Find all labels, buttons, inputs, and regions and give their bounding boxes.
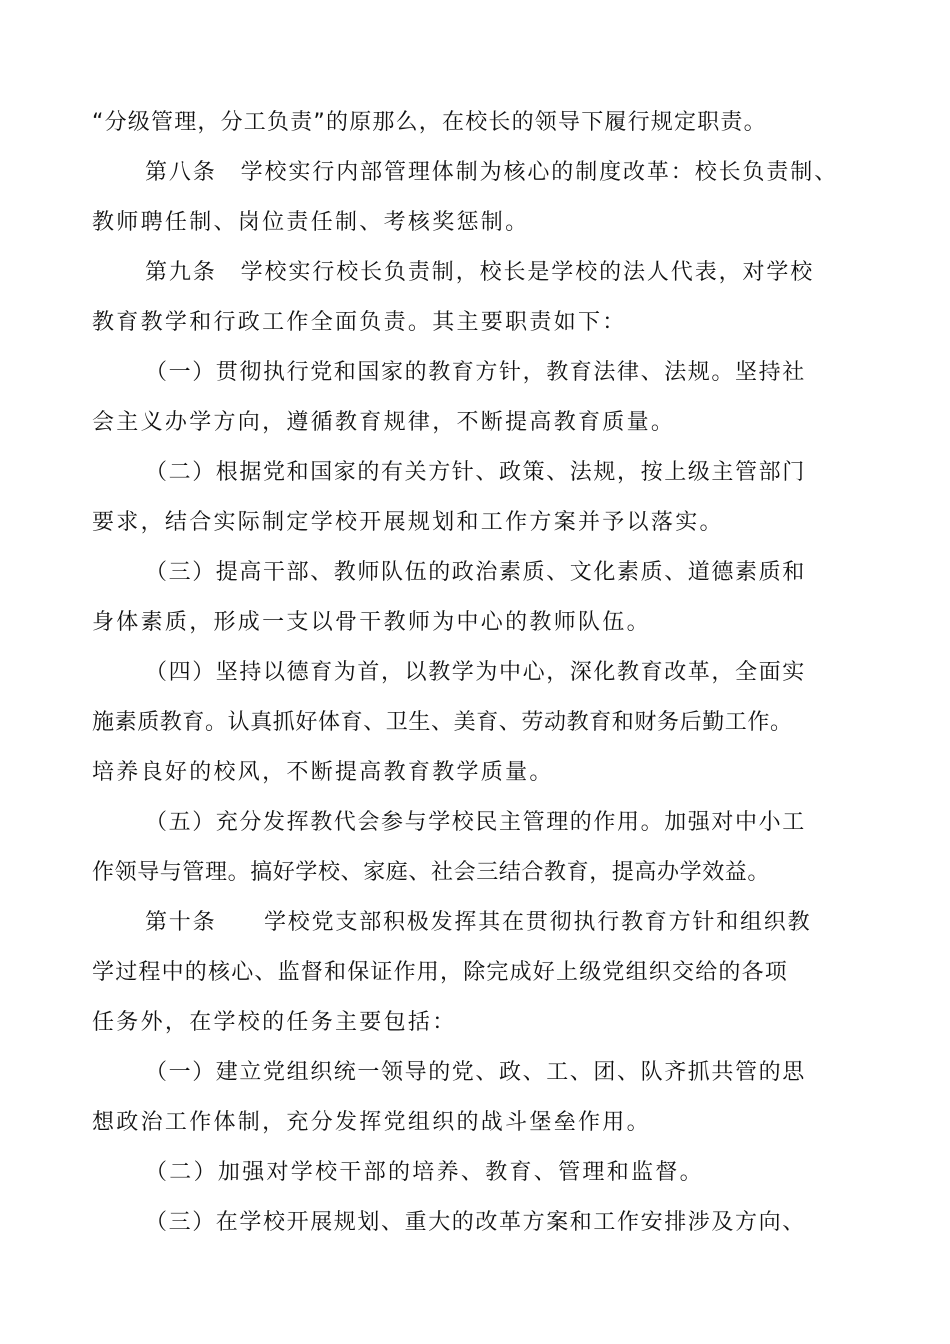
- text-line-19: 任务外，在学校的任务主要包括：: [92, 1010, 457, 1035]
- text-line-16: 作领导与管理。搞好学校、家庭、社会三结合教育，提高办学效益。: [92, 860, 771, 885]
- text-line-14: 培养良好的校风，不断提高教育教学质量。: [92, 760, 554, 785]
- text-line-21: 想政治工作体制，充分发挥党组织的战斗堡垒作用。: [92, 1110, 651, 1135]
- text-line-2: 第八条 学校实行内部管理体制为核心的制度改革：校长负责制、: [145, 160, 839, 185]
- text-line-7: 会主义办学方向，遵循教育规律，不断提高教育质量。: [92, 410, 676, 435]
- text-line-20: （一）建立党组织统一领导的党、政、工、团、队齐抓共管的思: [145, 1060, 806, 1085]
- text-line-17: 第十条 学校党支部积极发挥其在贯彻执行教育方针和组织教: [145, 910, 812, 935]
- text-line-5: 教育教学和行政工作全面负责。其主要职责如下：: [92, 310, 627, 335]
- text-line-15: （五）充分发挥教代会参与学校民主管理的作用。加强对中小工: [145, 810, 806, 835]
- text-line-6: （一）贯彻执行党和国家的教育方针，教育法律、法规。坚持社: [145, 360, 806, 385]
- text-line-18: 学过程中的核心、监督和保证作用，除完成好上级党组织交给的各项: [92, 960, 789, 985]
- text-line-13: 施素质教育。认真抓好体育、卫生、美育、劳动教育和财务后勤工作。: [92, 710, 793, 735]
- text-line-22: （二）加强对学校干部的培养、教育、管理和监督。: [145, 1160, 704, 1185]
- text-line-1: “分级管理，分工负责”的原那么，在校长的领导下履行规定职责。: [92, 110, 767, 135]
- text-line-9: 要求，结合实际制定学校开展规划和工作方案并予以落实。: [92, 510, 724, 535]
- text-line-8: （二）根据党和国家的有关方针、政策、法规，按上级主管部门: [145, 460, 806, 485]
- text-line-11: 身体素质，形成一支以骨干教师为中心的教师队伍。: [92, 610, 651, 635]
- text-line-10: （三）提高干部、教师队伍的政治素质、文化素质、道德素质和: [145, 560, 806, 585]
- text-line-4: 第九条 学校实行校长负责制，校长是学校的法人代表，对学校: [145, 260, 815, 285]
- text-line-12: （四）坚持以德育为首，以教学为中心，深化教育改革，全面实: [145, 660, 806, 685]
- text-line-3: 教师聘任制、岗位责任制、考核奖惩制。: [92, 210, 530, 235]
- text-line-23: （三）在学校开展规划、重大的改革方案和工作安排涉及方向、: [145, 1210, 806, 1235]
